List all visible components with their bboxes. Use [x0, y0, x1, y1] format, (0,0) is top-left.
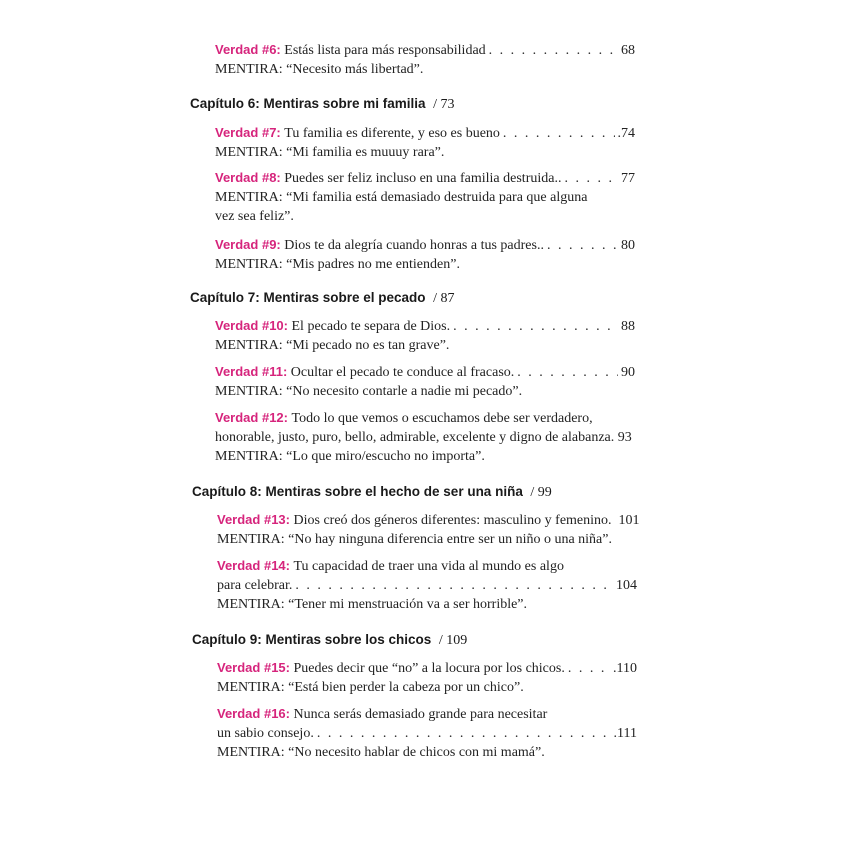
- toc-entry-verdad-8: [215, 168, 635, 226]
- verdad-label: Verdad #9:: [215, 237, 281, 252]
- toc-entry-verdad-6: [215, 40, 635, 79]
- truth-text: Todo lo que vemos o escuchamos debe ser verdadero,: [291, 411, 593, 426]
- verdad-label: Verdad #14:: [217, 558, 290, 573]
- truth-text: Puedes decir que “no” a la locura por los chicos.: [293, 661, 565, 676]
- leader-dots: [564, 169, 618, 188]
- verdad-label: Verdad #10:: [215, 318, 288, 333]
- toc-entry-verdad-15: [217, 658, 637, 697]
- page-number: 104: [616, 578, 637, 593]
- lie-text: MENTIRA: “No hay ninguna diferencia entre ser un niño o una niña”.: [217, 532, 612, 547]
- truth-text: Nunca serás demasiado grande para necesitar: [293, 707, 548, 722]
- page-number: 77: [621, 171, 635, 186]
- chapter-title: Capítulo 6: Mentiras sobre mi familia: [190, 96, 426, 111]
- lie-text: MENTIRA: “Tener mi menstruación va a ser horrible”.: [217, 597, 528, 612]
- truth-text: Ocultar el pecado te conduce al fracaso.: [290, 365, 515, 380]
- lie-text: MENTIRA: “Necesito más libertad”.: [215, 62, 424, 77]
- truth-text: Tu familia es diferente, y eso es bueno: [284, 126, 500, 141]
- toc-entry-verdad-7: [215, 123, 635, 162]
- chapter-title: Capítulo 8: Mentiras sobre el hecho de ser una niña: [192, 484, 523, 499]
- chapter-title: Capítulo 9: Mentiras sobre los chicos: [192, 632, 432, 647]
- page-number: 80: [621, 238, 635, 253]
- page-number: 93: [617, 430, 632, 445]
- page-number: .110: [613, 661, 637, 676]
- leader-dots: [517, 363, 618, 382]
- page-number: 90: [621, 365, 635, 380]
- leader-dots: [503, 124, 615, 143]
- toc-entry-verdad-10: [215, 316, 635, 355]
- lie-text: MENTIRA: “No necesito contarle a nadie mi pecado”.: [215, 384, 523, 399]
- lie-text: MENTIRA: “No necesito hablar de chicos con mi mamá”.: [217, 745, 545, 760]
- page-number: 101: [618, 513, 640, 528]
- chapter-title: Capítulo 7: Mentiras sobre el pecado: [190, 290, 426, 305]
- truth-text: Puedes ser feliz incluso en una familia destruida..: [284, 171, 562, 186]
- verdad-label: Verdad #12:: [215, 410, 288, 425]
- chapter-page: / 109: [438, 633, 468, 648]
- verdad-label: Verdad #15:: [217, 660, 290, 675]
- leader-dots: [317, 724, 611, 743]
- lie-text: MENTIRA: “Mi familia está demasiado destruida para que alguna: [215, 190, 588, 205]
- chapter-heading-7: [190, 290, 454, 307]
- verdad-label: Verdad #13:: [217, 512, 290, 527]
- chapter-heading-6: [190, 96, 454, 113]
- leader-dots: [295, 576, 613, 595]
- toc-entry-verdad-13: [217, 510, 640, 549]
- page-number: 88: [621, 319, 635, 334]
- toc-entry-verdad-14: [217, 556, 637, 614]
- chapter-page: / 99: [530, 485, 552, 500]
- verdad-label: Verdad #7:: [215, 125, 281, 140]
- verdad-label: Verdad #6:: [215, 42, 281, 57]
- lie-text: MENTIRA: “Mi familia es muuuy rara”.: [215, 145, 445, 160]
- page-number: .74: [617, 126, 635, 141]
- chapter-heading-9: [192, 632, 467, 649]
- page-number: .111: [613, 726, 637, 741]
- lie-text: MENTIRA: “Lo que miro/escucho no importa”.: [215, 449, 485, 464]
- lie-text: MENTIRA: “Está bien perder la cabeza por un chico”.: [217, 680, 524, 695]
- leader-dots: [568, 659, 610, 678]
- leader-dots: [453, 317, 618, 336]
- truth-text: Dios creó dos géneros diferentes: masculino y femenino.: [293, 513, 612, 528]
- chapter-page: / 73: [433, 97, 455, 112]
- chapter-heading-8: [192, 484, 552, 501]
- verdad-label: Verdad #8:: [215, 170, 281, 185]
- toc-entry-verdad-11: [215, 362, 635, 401]
- verdad-label: Verdad #11:: [215, 364, 288, 379]
- toc-entry-verdad-9: [215, 235, 635, 274]
- verdad-label: Verdad #16:: [217, 706, 290, 721]
- lie-text: MENTIRA: “Mis padres no me entienden”.: [215, 257, 460, 272]
- truth-text: Dios te da alegría cuando honras a tus padres..: [284, 238, 544, 253]
- lie-text-continued: vez sea feliz”.: [215, 209, 294, 224]
- toc-entry-verdad-12: [215, 408, 635, 466]
- toc-entry-verdad-16: [217, 704, 637, 762]
- truth-text-continued: para celebrar.: [217, 578, 293, 593]
- truth-text-continued: un sabio consejo.: [217, 726, 314, 741]
- leader-dots: [489, 41, 618, 60]
- truth-text: Tu capacidad de traer una vida al mundo es algo: [293, 559, 564, 574]
- truth-text: El pecado te separa de Dios.: [291, 319, 451, 334]
- lie-text: MENTIRA: “Mi pecado no es tan grave”.: [215, 338, 450, 353]
- truth-text-continued: honorable, justo, puro, bello, admirable, excelente y digno de alabanza.: [215, 430, 615, 445]
- leader-dots: [547, 236, 618, 255]
- truth-text: Estás lista para más responsabilidad: [284, 43, 486, 58]
- chapter-page: / 87: [433, 291, 455, 306]
- page-number: 68: [621, 43, 635, 58]
